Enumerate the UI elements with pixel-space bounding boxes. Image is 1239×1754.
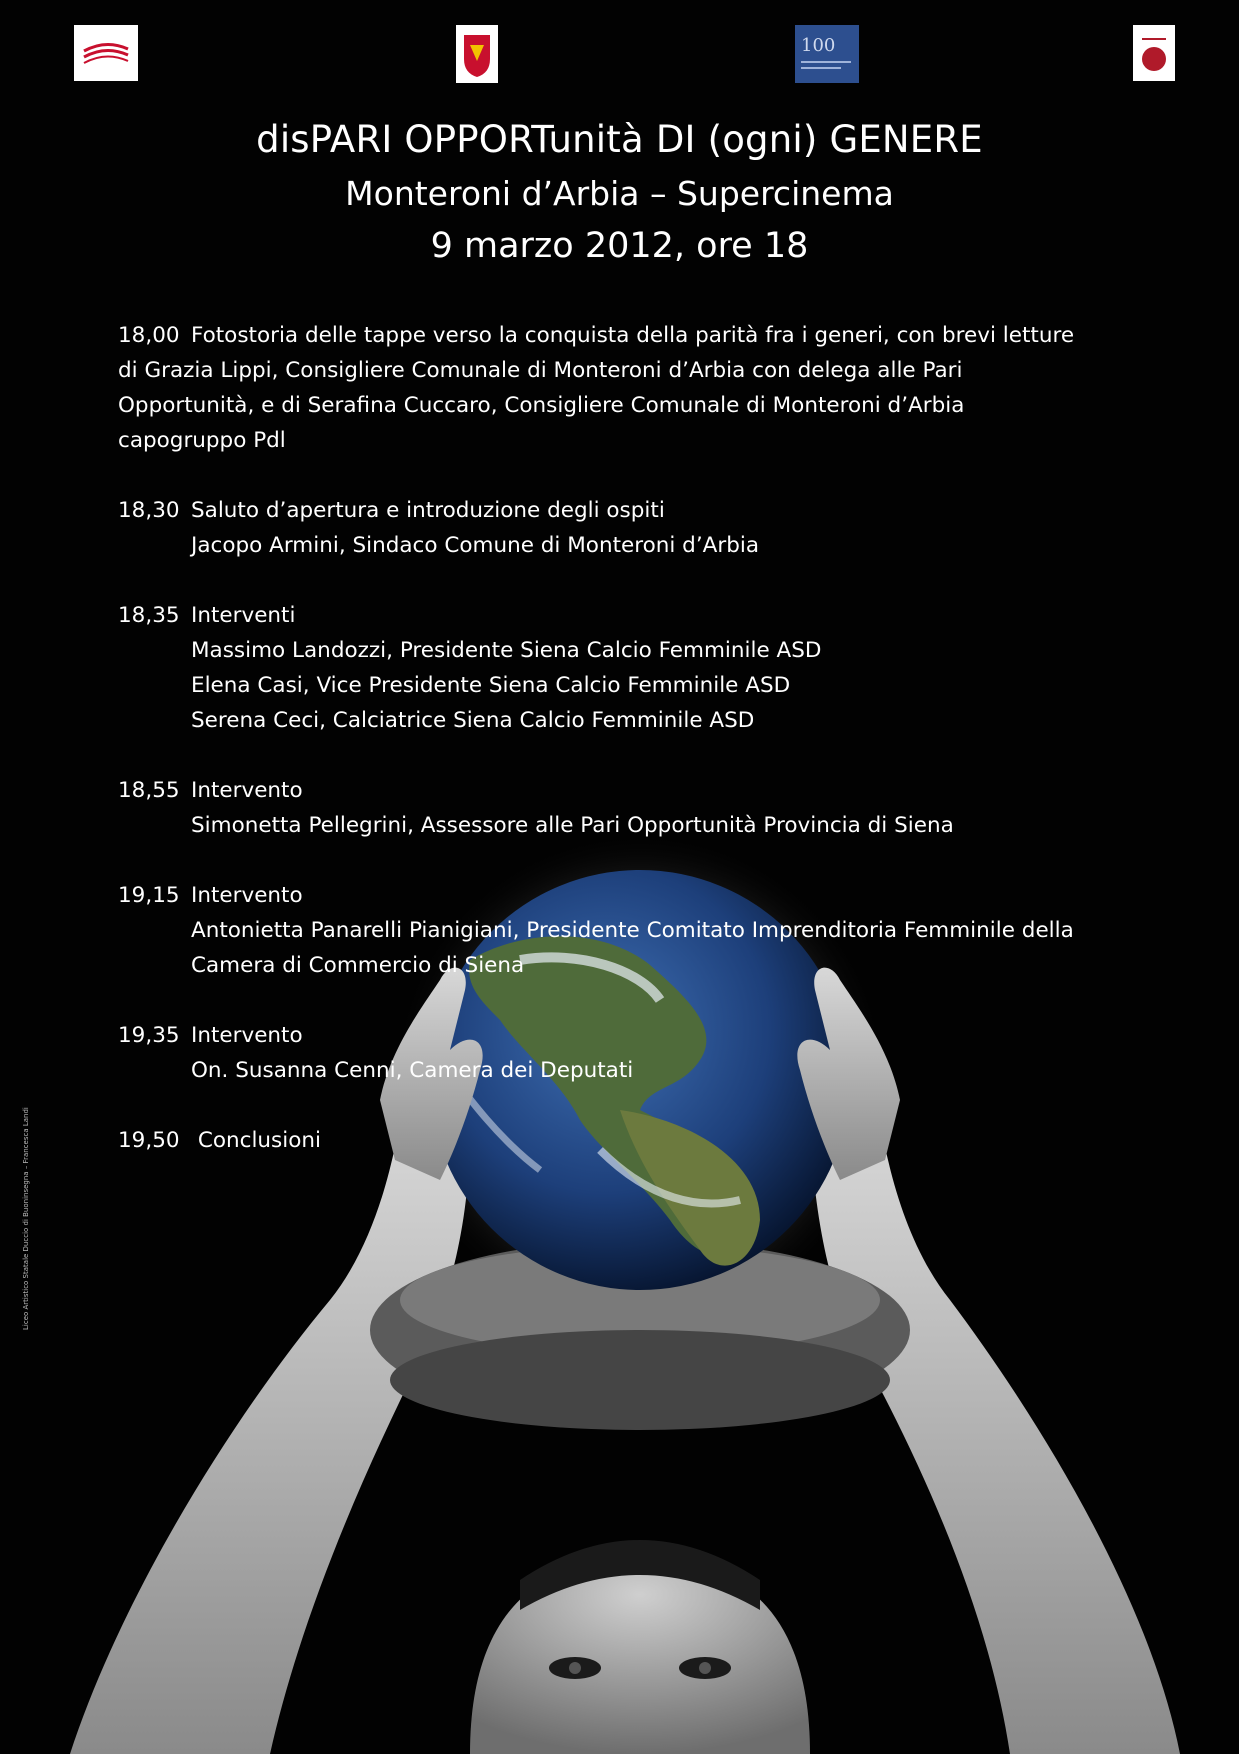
program-text: Intervento <box>191 883 303 908</box>
program-schedule <box>118 318 1128 1193</box>
program-time: 18,00 <box>118 323 180 348</box>
program-time: 18,35 <box>118 603 180 628</box>
program-item <box>118 1018 1128 1088</box>
program-text: Fotostoria delle tappe verso la conquista della parità fra i generi, con brevi letture <box>191 323 1075 348</box>
program-text: Saluto d’apertura e introduzione degli ospiti <box>191 498 665 523</box>
program-speaker: Elena Casi, Vice Presidente Siena Calcio Femminile ASD <box>191 673 791 698</box>
program-speaker: Simonetta Pellegrini, Assessore alle Pari Opportunità Provincia di Siena <box>191 813 954 838</box>
program-item <box>118 493 1128 563</box>
program-time: 19,50 <box>118 1128 180 1153</box>
program-text: capogruppo Pdl <box>118 428 286 453</box>
photo-credit: Liceo Artistico Statale Duccio di Buoninsegna – Francesca Landi <box>22 1107 30 1330</box>
program-item <box>118 878 1128 983</box>
program-speaker: Massimo Landozzi, Presidente Siena Calcio Femminile ASD <box>191 638 822 663</box>
program-item <box>118 598 1128 738</box>
event-title: disPARI OPPORTunità DI (ogni) GENERE <box>256 118 983 161</box>
program-speaker: Serena Ceci, Calciatrice Siena Calcio Femminile ASD <box>191 708 755 733</box>
program-text: Conclusioni <box>191 1128 321 1153</box>
program-text: di Grazia Lippi, Consigliere Comunale di Monteroni d’Arbia con delega alle Pari <box>118 358 963 383</box>
program-speaker: Antonietta Panarelli Pianigiani, Presidente Comitato Imprenditoria Femminile della <box>191 918 1074 943</box>
program-speaker: Jacopo Armini, Sindaco Comune di Monteroni d’Arbia <box>191 533 760 558</box>
event-venue: Monteroni d’Arbia – Supercinema <box>345 174 894 213</box>
program-text: Interventi <box>191 603 296 628</box>
svg-text:100: 100 <box>801 35 836 56</box>
program-text: Intervento <box>191 778 303 803</box>
event-date: 9 marzo 2012, ore 18 <box>430 226 809 266</box>
program-speaker: On. Susanna Cenni, Camera dei Deputati <box>191 1058 634 1083</box>
anniversary-logo <box>795 25 859 83</box>
program-time: 18,30 <box>118 498 180 523</box>
program-time: 18,55 <box>118 778 180 803</box>
program-time: 19,15 <box>118 883 180 908</box>
program-text: Intervento <box>191 1023 303 1048</box>
coat-of-arms-logo <box>456 25 498 83</box>
program-speaker: Camera di Commercio di Siena <box>191 953 525 978</box>
cerchio-logo <box>74 25 138 83</box>
program-time: 19,35 <box>118 1023 180 1048</box>
program-text: Opportunità, e di Serafina Cuccaro, Consigliere Comunale di Monteroni d’Arbia <box>118 393 965 418</box>
consigliera-logo <box>1133 25 1175 83</box>
program-item <box>118 773 1128 843</box>
program-item <box>118 318 1128 458</box>
program-item <box>118 1123 1128 1158</box>
